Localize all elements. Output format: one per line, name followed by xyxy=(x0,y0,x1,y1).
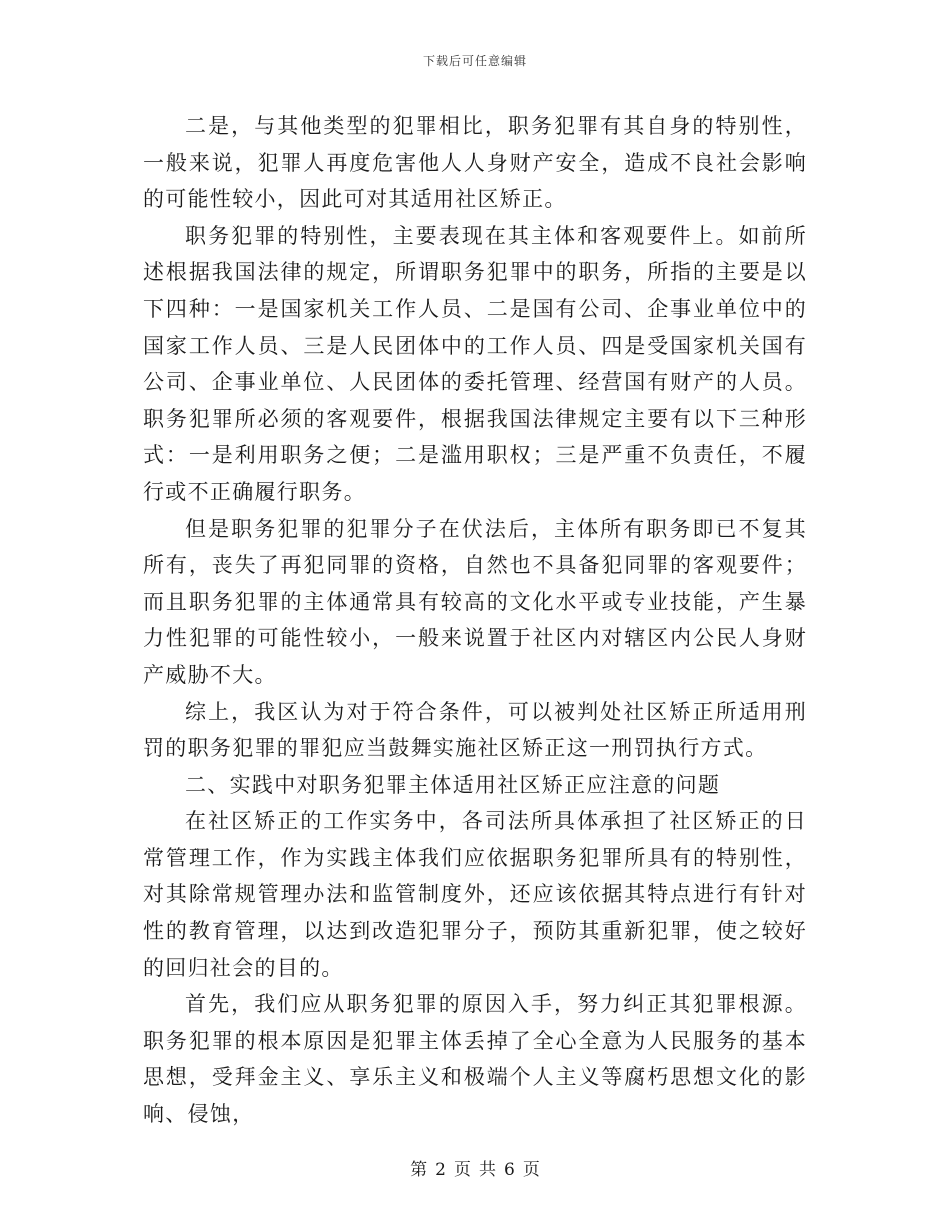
footer-label-ye: 页 xyxy=(454,1160,471,1180)
footer-label-gong: 共 xyxy=(479,1160,496,1180)
paragraph: 综上，我区认为对于符合条件，可以被判处社区矫正所适用刑罚的职务犯罪的罪犯应当鼓舞实施社区矫正这一刑罚执行方式。 xyxy=(143,699,807,761)
footer-total-pages: 6 xyxy=(504,1160,515,1180)
footer-label-di: 第 xyxy=(410,1160,428,1180)
page-footer xyxy=(0,1155,950,1180)
section-heading: 二、实践中对职务犯罪主体适用社区矫正应注意的问题 xyxy=(185,772,721,797)
document-body xyxy=(143,108,807,1133)
footer-current-page: 2 xyxy=(435,1160,446,1180)
footer-label-ye2: 页 xyxy=(522,1160,540,1180)
paragraph: 首先，我们应从职务犯罪的原因入手，努力纠正其犯罪根源。职务犯罪的根本原因是犯罪主体丢掉了全心全意为人民服务的基本思想，受拜金主义、享乐主义和极端个人主义等腐朽思想文化的影响、侵蚀， xyxy=(143,992,807,1127)
paragraph: 在社区矫正的工作实务中，各司法所具体承担了社区矫正的日常管理工作，作为实践主体我们应依据职务犯罪所具有的特别性，对其除常规管理办法和监管制度外，还应该依据其特点进行有针对性的教育管理，以达到改造犯罪分子，预防其重新犯罪，使之较好的回归社会的目的。 xyxy=(143,809,807,980)
paragraph: 职务犯罪的特别性，主要表现在其主体和客观要件上。如前所述根据我国法律的规定，所谓职务犯罪中的职务，所指的主要是以下四种：一是国家机关工作人员、二是国有公司、企事业单位中的国家工作人员、三是人民团体中的工作人员、四是受国家机关国有公司、企事业单位、人民团体的委托管理、经营国有财产的人员。职务犯罪所必须的客观要件，根据我国法律规定主要有以下三种形式：一是利用职务之便；二是滥用职权；三是严重不负责任，不履行或不正确履行职务。 xyxy=(143,223,807,504)
paragraph: 但是职务犯罪的犯罪分子在伏法后，主体所有职务即已不复其所有，丧失了再犯同罪的资格，自然也不具备犯同罪的客观要件；而且职务犯罪的主体通常具有较高的文化水平或专业技能，产生暴力性犯罪的可能性较小，一般来说置于社区内对辖区内公民人身财产威胁不大。 xyxy=(143,516,807,687)
paragraph: 二是，与其他类型的犯罪相比，职务犯罪有其自身的特别性，一般来说，犯罪人再度危害他人人身财产安全，造成不良社会影响的可能性较小，因此可对其适用社区矫正。 xyxy=(143,114,807,212)
page-header: 下载后可任意编辑 xyxy=(422,54,527,68)
